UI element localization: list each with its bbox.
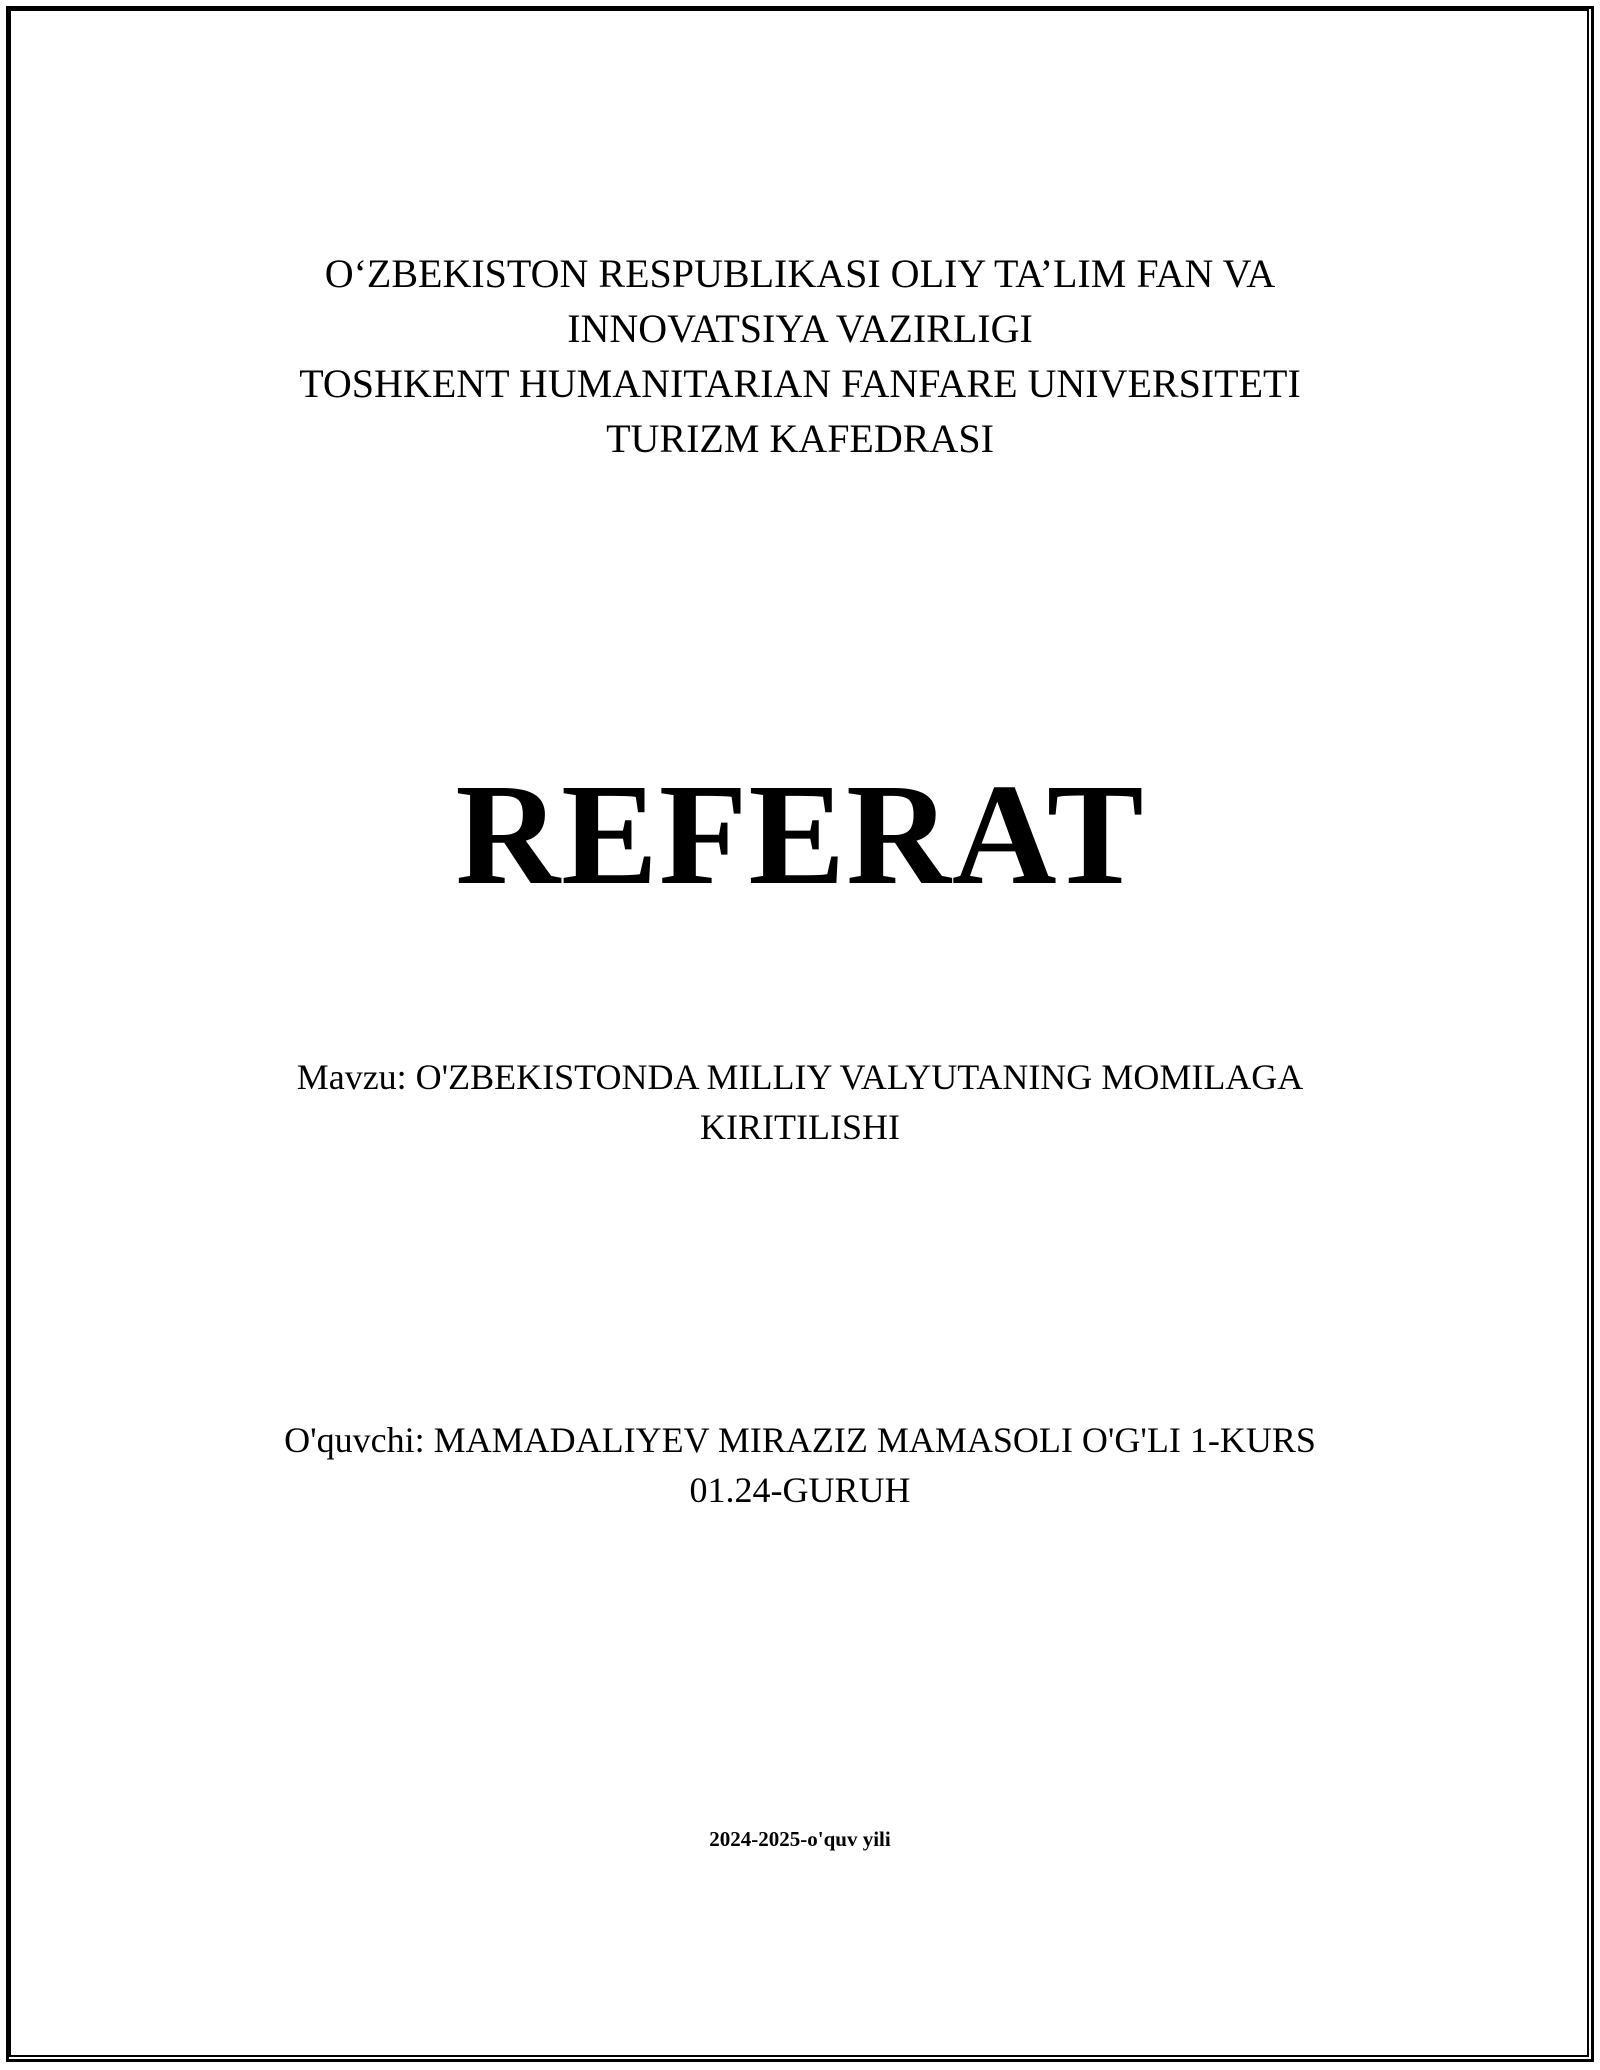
topic-line-2: KIRITILISHI	[700, 1107, 900, 1147]
student-line-1: O'quvchi: MAMADALIYEV MIRAZIZ MAMASOLI O'G'LI 1-KURS	[284, 1420, 1316, 1460]
header-line-4: TURIZM KAFEDRASI	[606, 416, 994, 461]
topic-line-1: Mavzu: O'ZBEKISTONDA MILLIY VALYUTANING MOMILAGA	[296, 1057, 1304, 1097]
topic-block	[0, 1052, 1600, 1152]
institution-header	[0, 246, 1600, 466]
academic-year: 2024-2025-o'quv yili	[709, 1827, 891, 1851]
student-line-2: 01.24-GURUH	[689, 1470, 911, 1510]
header-line-1: O‘ZBEKISTON RESPUBLIKASI OLIY TA’LIM FAN VA	[324, 251, 1276, 296]
header-line-2: INNOVATSIYA VAZIRLIGI	[567, 306, 1033, 351]
student-block	[0, 1415, 1600, 1515]
header-line-3: TOSHKENT HUMANITARIAN FANFARE UNIVERSITETI	[299, 361, 1301, 406]
document-title: REFERAT	[455, 755, 1145, 915]
